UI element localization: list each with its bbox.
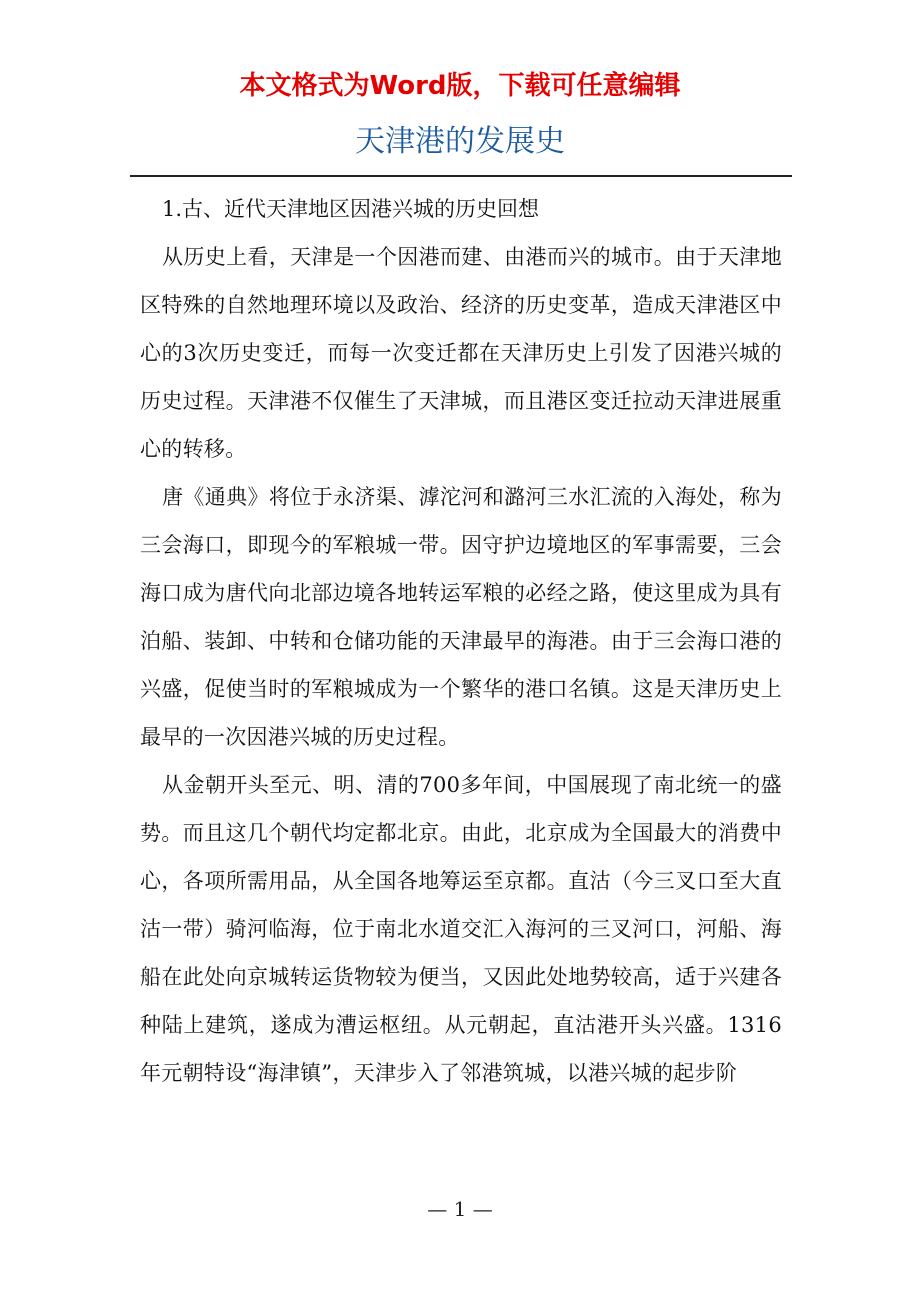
format-notice: 本文格式为Word版，下载可任意编辑 [239,71,681,101]
title-divider [130,175,792,177]
paragraph-2: 唐《通典》将位于永济渠、滹沱河和潞河三水汇流的入海处，称为三会海口，即现今的军粮城一带。因守护边境地区的军事需要，三会海口成为唐代向北部边境各地转运军粮的必经之路，使这里成为具有泊船、装卸、中转和仓储功能的天津最早的海港。由于三会海口港的兴盛，促使当时的军粮城成为一个繁华的港口名镇。这是天津历史上最早的一次因港兴城的历史过程。 [140,485,782,749]
paragraph-1: 从历史上看，天津是一个因港而建、由港而兴的城市。由于天津地区特殊的自然地理环境以及政治、经济的历史变革，造成天津港区中心的3次历史变迁，而每一次变迁都在天津历史上引发了因港兴城的历史过程。天津港不仅催生了天津城，而且港区变迁拉动天津进展重心的转移。 [140,245,782,461]
page-number: — 1 — [427,1197,493,1221]
section-heading: 1.古、近代天津地区因港兴城的历史回想 [162,197,540,221]
document-body [140,185,782,1097]
paragraph-3: 从金朝开头至元、明、清的700多年间，中国展现了南北统一的盛势。而且这几个朝代均定都北京。由此，北京成为全国最大的消费中心，各项所需用品，从全国各地筹运至京都。直沽（今三叉口至大直沽一带）骑河临海，位于南北水道交汇入海河的三叉河口，河船、海船在此处向京城转运货物较为便当，又因此处地势较高，适于兴建各种陆上建筑，遂成为漕运枢纽。从元朝起，直沽港开头兴盛。1316年元朝特设“海津镇”，天津步入了邻港筑城，以港兴城的起步阶 [140,773,782,1085]
document-title: 天津港的发展史 [355,124,565,159]
